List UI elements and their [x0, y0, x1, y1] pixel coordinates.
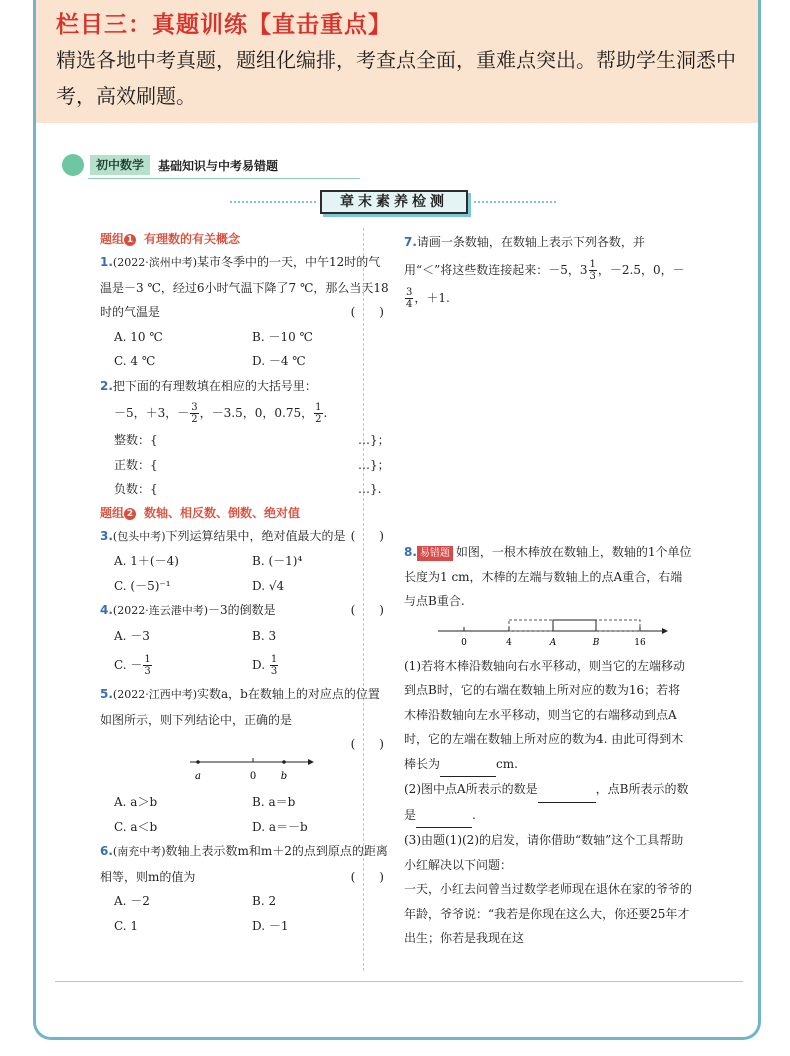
bottom-rule	[55, 981, 743, 982]
group-badge: 1	[124, 234, 136, 246]
option-d: D. √4	[252, 578, 285, 593]
question-number: 7.	[404, 235, 417, 249]
axis-label: 0	[461, 637, 467, 648]
question-8-part-3: (3)由题(1)(2)的启发，请你借助“数轴”这个工具帮助小红解决以下问题：	[404, 833, 684, 872]
question-number: 3.	[100, 528, 113, 543]
section-header	[36, 0, 758, 123]
option-c: C. (－5)⁻¹	[114, 578, 171, 593]
option-b: B. (－1)⁴	[252, 554, 303, 568]
question-source: (南充中考)	[112, 845, 166, 858]
option-c: C. － $\frac{1}{3}$	[114, 654, 151, 677]
section-title: 栏目三：真题训练【直击重点】	[56, 12, 392, 38]
question-4	[100, 598, 390, 624]
question-8	[404, 540, 692, 614]
subject-tag: 初中数学	[90, 155, 150, 175]
question-number: 2.	[100, 378, 113, 393]
question-text: －3的倒数是	[208, 603, 276, 617]
question-text: 实数a，b在数轴上的对应点的位置如图所示，则下列结论中，正确的是	[100, 687, 380, 727]
axis-label: A	[549, 637, 557, 648]
question-number: 8.	[404, 545, 417, 559]
option-b: B. 3	[252, 628, 277, 643]
point-a	[196, 760, 200, 764]
question-source: (包头中考)	[112, 529, 166, 543]
chapter-title: 章末素养检测	[320, 190, 468, 214]
number-line-q8	[404, 614, 692, 650]
axis-label: b	[280, 771, 288, 782]
answer-bracket-row	[100, 732, 390, 754]
point-b	[282, 760, 286, 764]
axis-label: 16	[634, 637, 646, 648]
axis-label: a	[195, 771, 201, 782]
fraction: $\frac{1}{2}$	[315, 402, 322, 425]
option-c: C. 1	[114, 918, 139, 933]
set-integers: 整数：{ …}；	[114, 433, 390, 447]
question-number: 6.	[100, 844, 113, 858]
question-text: 数轴上表示数m和m＋2的点到原点的距离相等，则m的值为	[100, 844, 388, 884]
question-number: 1.	[100, 255, 113, 269]
error-prone-tag: 易错题	[417, 546, 453, 561]
option-d: D. －1	[252, 918, 289, 933]
left-column	[100, 228, 390, 938]
option-a: A. 10 ℃	[114, 329, 163, 344]
fraction: $\frac{3}{2}$	[191, 402, 198, 425]
chapter-banner	[230, 190, 560, 214]
option-a: A. －2	[114, 894, 150, 908]
answer-blank	[416, 803, 472, 829]
question-8-story: 一天，小红去问曾当过数学老师现在退休在家的爷爷的年龄，爷爷说：“我若是你现在这么大，你还要25年才出生；你若是我现在这	[404, 882, 693, 945]
question-5	[100, 682, 390, 732]
question-source: (2022·连云港中考)	[112, 604, 208, 617]
fraction: $\frac{1}{3}$	[589, 259, 596, 282]
axis-label: 0	[249, 771, 257, 782]
book-header	[62, 153, 278, 177]
answer-bracket: ( )	[350, 869, 384, 884]
question-2	[100, 374, 390, 399]
question-number: 4.	[100, 603, 113, 617]
right-column	[404, 228, 692, 951]
option-a: A. 1＋(－4)	[114, 554, 179, 568]
group-title-1: 题组 1 有理数的有关概念	[100, 232, 241, 246]
circle-icon	[62, 154, 84, 176]
question-text: 如图，一根木棒放在数轴上，数轴的1个单位长度为1 cm，木棒的左端与数轴上的点A重合，右端与点B重合.	[404, 545, 692, 608]
question-text: 某市冬季中的一天，中午12时的气温是－3 ℃，经过6小时气温下降了7 ℃，那么当天18时的气温是	[100, 255, 389, 319]
fraction: $\frac{3}{4}$	[406, 287, 413, 310]
question-number: 5.	[100, 687, 113, 701]
number-line-q5	[100, 754, 390, 786]
question-source: (2022·江西中考)	[112, 688, 197, 701]
set-positives: 正数：{ …}；	[114, 457, 390, 472]
answer-bracket: ( )	[350, 737, 384, 751]
answer-bracket: ( )	[350, 603, 384, 617]
question-1	[100, 250, 390, 325]
option-b: B. 2	[252, 894, 277, 908]
options-q5	[100, 790, 390, 839]
option-b: B. a＝b	[252, 795, 296, 809]
option-d: D. －4 ℃	[252, 354, 306, 368]
option-c: C. a＜b	[114, 819, 158, 834]
wooden-rod	[553, 620, 596, 631]
group-badge: 2	[124, 508, 136, 520]
answer-bracket: ( )	[350, 305, 384, 319]
book-subtitle: 基础知识与中考易错题	[158, 158, 279, 173]
section-description: 精选各地中考真题，题组化编排，考查点全面，重难点突出。帮助学生洞悉中考，高效刷题。	[56, 48, 736, 108]
option-d: D. $\frac{1}{3}$	[252, 654, 278, 677]
options-q4	[100, 624, 390, 683]
option-c: C. 4 ℃	[114, 354, 156, 368]
question-6	[100, 839, 390, 889]
axis-label: B	[592, 637, 600, 648]
option-d: D. a＝－b	[252, 819, 308, 834]
axis-label: 4	[506, 637, 512, 648]
question-text: 下列运算结果中，绝对值最大的是	[165, 528, 346, 543]
set-negatives: 负数：{ …}.	[114, 482, 382, 496]
header-underline	[88, 178, 360, 179]
answer-blank	[538, 777, 596, 803]
dotted-line-right	[474, 201, 556, 203]
dotted-line-left	[230, 201, 316, 203]
option-b: B. －10 ℃	[252, 329, 313, 344]
option-a: A. a＞b	[114, 795, 158, 809]
question-8-part-1: (1)若将木棒沿数轴向右水平移动，则当它的左端移动到点B时，它的右端在数轴上所对应的数为16；若将木棒沿数轴向左水平移动，则当它的右端移动到点A时，它的左端在数轴上所对应的数为4. 由此可得到木棒长为 cm.	[404, 654, 692, 778]
options-q1	[100, 325, 390, 374]
options-q3	[100, 549, 390, 598]
answer-bracket: ( )	[350, 528, 384, 543]
options-q6	[100, 889, 390, 938]
question-text: 把下面的有理数填在相应的大括号里：	[112, 378, 317, 393]
question-source: (2022·滨州中考)	[112, 256, 197, 269]
group-title-2: 题组 2 数轴、相反数、倒数、绝对值	[100, 505, 301, 520]
question-3	[100, 524, 390, 550]
option-a: A. －3	[114, 628, 150, 643]
question-7: 7.请画一条数轴，在数轴上表示下列各数，并用“＜”将这些数连接起来：－5，3 $\frac{1}{3}$ ，－2.5，0，－ $\frac{3}{4}$ ，＋1.	[404, 235, 685, 310]
number-list: －5，＋3，－ $\frac{3}{2}$ ，－3.5，0，0.75， $\frac{1}{2}$ .	[114, 402, 328, 425]
answer-blank	[440, 752, 496, 778]
question-8-part-2: (2)图中点A所表示的数是 ，点B所表示的数是 .	[404, 777, 692, 828]
